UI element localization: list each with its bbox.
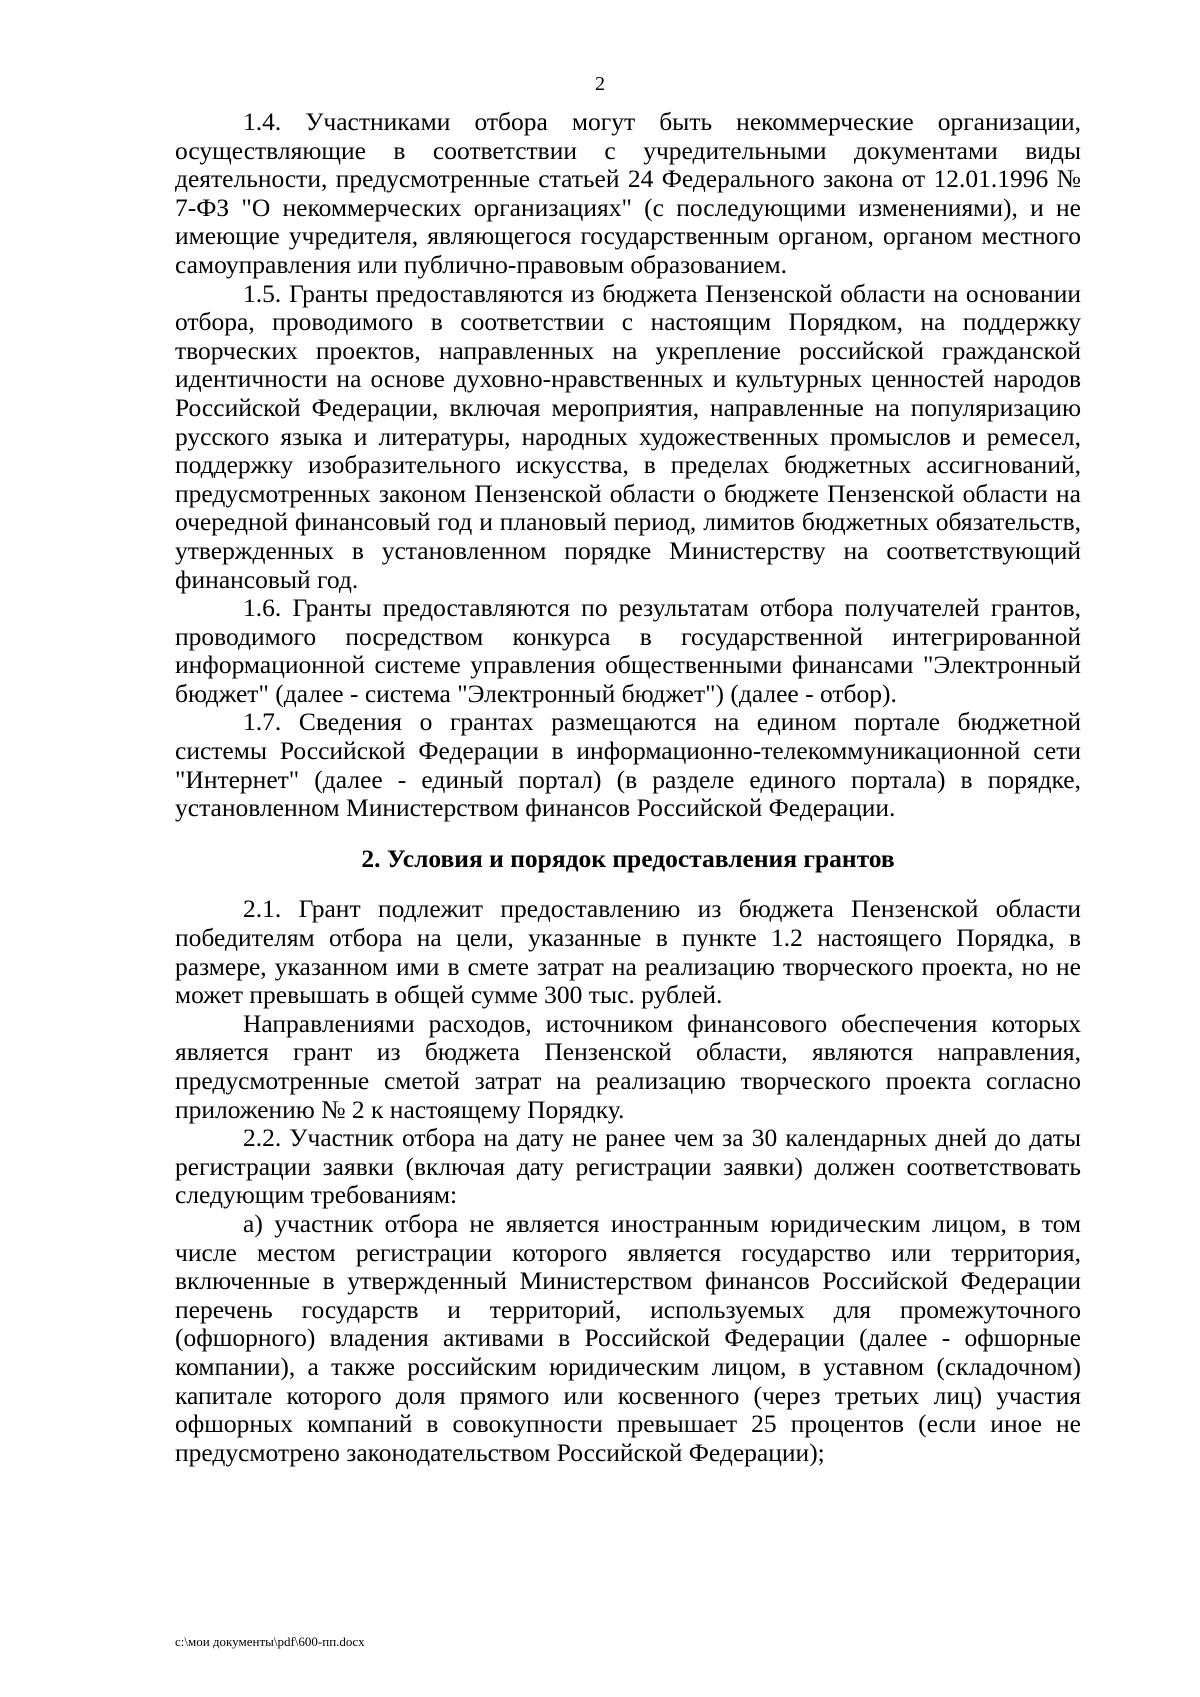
paragraph-2-1: 2.1. Грант подлежит предоставлению из бюджета Пензенской области победителям отбора на цели, указанные в пункте 1.2 настоящего Порядка, в размере, указанном ими в смете затрат на реализацию творческого проекта, но не может превышать в общей сумме 300 тыс. рублей. — [175, 894, 1081, 1010]
paragraph-1-7: 1.7. Сведения о грантах размещаются на едином портале бюджетной системы Российской Федерации в информационно-телекоммуникационной сети "Интернет" (далее - единый портал) (в разделе единого портала) в порядке, установленном Министерством финансов Российской Федерации. — [175, 707, 1081, 823]
page-number: 2 — [595, 73, 605, 95]
paragraph-2-1-expenses: Направлениями расходов, источником финансового обеспечения которых является грант из бюджета Пензенской области, являются направления, предусмотренные сметой затрат на реализацию творческого проекта согласно приложению № 2 к настоящему Порядку. — [175, 1008, 1081, 1124]
paragraph-2-2: 2.2. Участник отбора на дату не ранее чем за 30 календарных дней до даты регистрации заявки (включая дату регистрации заявки) должен соответствовать следующим требованиям: — [175, 1123, 1081, 1210]
paragraph-2-2-a: а) участник отбора не является иностранным юридическим лицом, в том числе местом регистрации которого является государство или территория, включенные в утвержденный Министерством финансов Российской Федерации перечень государств и территорий, используемых для промежуточного (офшорного) владения активами в Российской Федерации (далее - офшорные компании), а также российским юридическим лицом, в уставном (складочном) капитале которого доля прямого или косвенного (через третьих лиц) участия офшорных компаний в совокупности превышает 25 процентов (если иное не предусмотрено законодательством Российской Федерации); — [175, 1208, 1081, 1467]
paragraph-1-4: 1.4. Участниками отбора могут быть некоммерческие организации, осуществляющие в соответствии с учредительными документами виды деятельности, предусмотренные статьей 24 Федерального закона от 12.01.1996 № 7-ФЗ "О некоммерческих организациях" (с последующими изменениями), и не имеющие учредителя, являющегося государственным органом, органом местного самоуправления или публично-правовым образованием. — [175, 107, 1081, 279]
paragraph-1-6: 1.6. Гранты предоставляются по результатам отбора получателей грантов, проводимого посредством конкурса в государственной интегрированной информационной системе управления общественными финансами "Электронный бюджет" (далее - система "Электронный бюджет") (далее - отбор). — [175, 593, 1081, 708]
footer-file-path: c:\мои документы\pdf\600-пп.docx — [175, 1634, 365, 1649]
paragraph-1-5: 1.5. Гранты предоставляются из бюджета Пензенской области на основании отбора, проводимого в соответствии с настоящим Порядком, на поддержку творческих проектов, направленных на укрепление российской гражданской идентичности на основе духовно-нравственных и культурных ценностей народов Российской Федерации, включая мероприятия, направленные на популяризацию русского языка и литературы, народных художественных промыслов и ремесел, поддержку изобразительного искусства, в пределах бюджетных ассигнований, предусмотренных законом Пензенской области о бюджете Пензенской области на очередной финансовый год и плановый период, лимитов бюджетных обязательств, утвержденных в установленном порядке Министерству на соответствующий финансовый год. — [175, 278, 1081, 594]
document-body — [175, 108, 1081, 1467]
section-2-heading: 2. Условия и порядок предоставления грантов — [361, 843, 895, 873]
